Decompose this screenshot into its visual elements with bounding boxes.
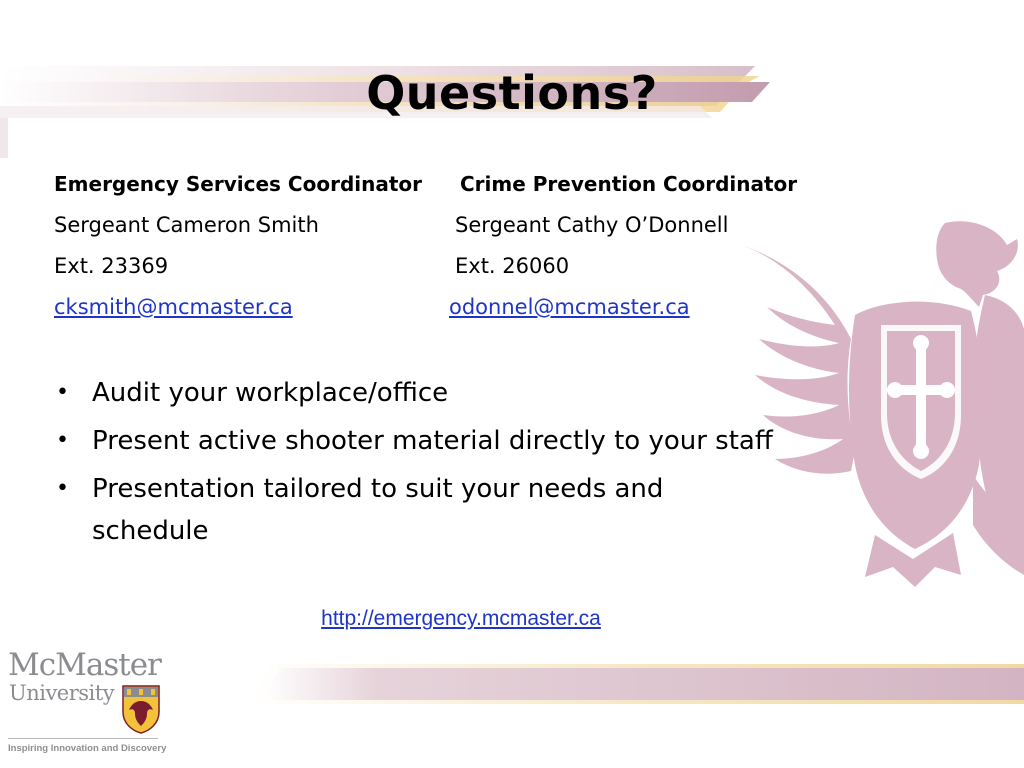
contact-ext: Ext. 26060 <box>455 254 570 278</box>
website-link[interactable]: http://emergency.mcmaster.ca <box>321 607 601 630</box>
list-item: • Audit your workplace/office <box>54 372 814 414</box>
logo-tagline: Inspiring Innovation and Discovery <box>8 743 167 754</box>
contact-crime-prevention <box>449 164 798 328</box>
bullet-list <box>54 372 814 558</box>
contact-email-link[interactable]: cksmith@mcmaster.ca <box>54 295 293 319</box>
bullet-icon: • <box>56 476 69 501</box>
contact-emergency-services <box>54 164 422 328</box>
bullet-icon: • <box>56 380 69 405</box>
contact-name: Sergeant Cathy O’Donnell <box>455 213 729 237</box>
logo-divider <box>8 738 158 739</box>
contact-email-link[interactable]: odonnel@mcmaster.ca <box>449 295 690 319</box>
contact-heading: Crime Prevention Coordinator <box>460 172 798 196</box>
contact-heading: Emergency Services Coordinator <box>54 172 423 196</box>
logo-university: University <box>9 681 115 705</box>
list-item: • Present active shooter material directly to your staff <box>54 420 814 462</box>
list-item: • Presentation tailored to suit your needs and schedule <box>54 468 732 552</box>
footer-band <box>250 664 1024 710</box>
logo-name: McMaster <box>8 647 161 683</box>
contact-ext: Ext. 23369 <box>54 254 169 278</box>
contact-name: Sergeant Cameron Smith <box>54 213 319 237</box>
mcmaster-shield-icon <box>121 684 161 734</box>
slide-title: Questions? <box>366 66 658 120</box>
bullet-icon: • <box>56 428 69 453</box>
